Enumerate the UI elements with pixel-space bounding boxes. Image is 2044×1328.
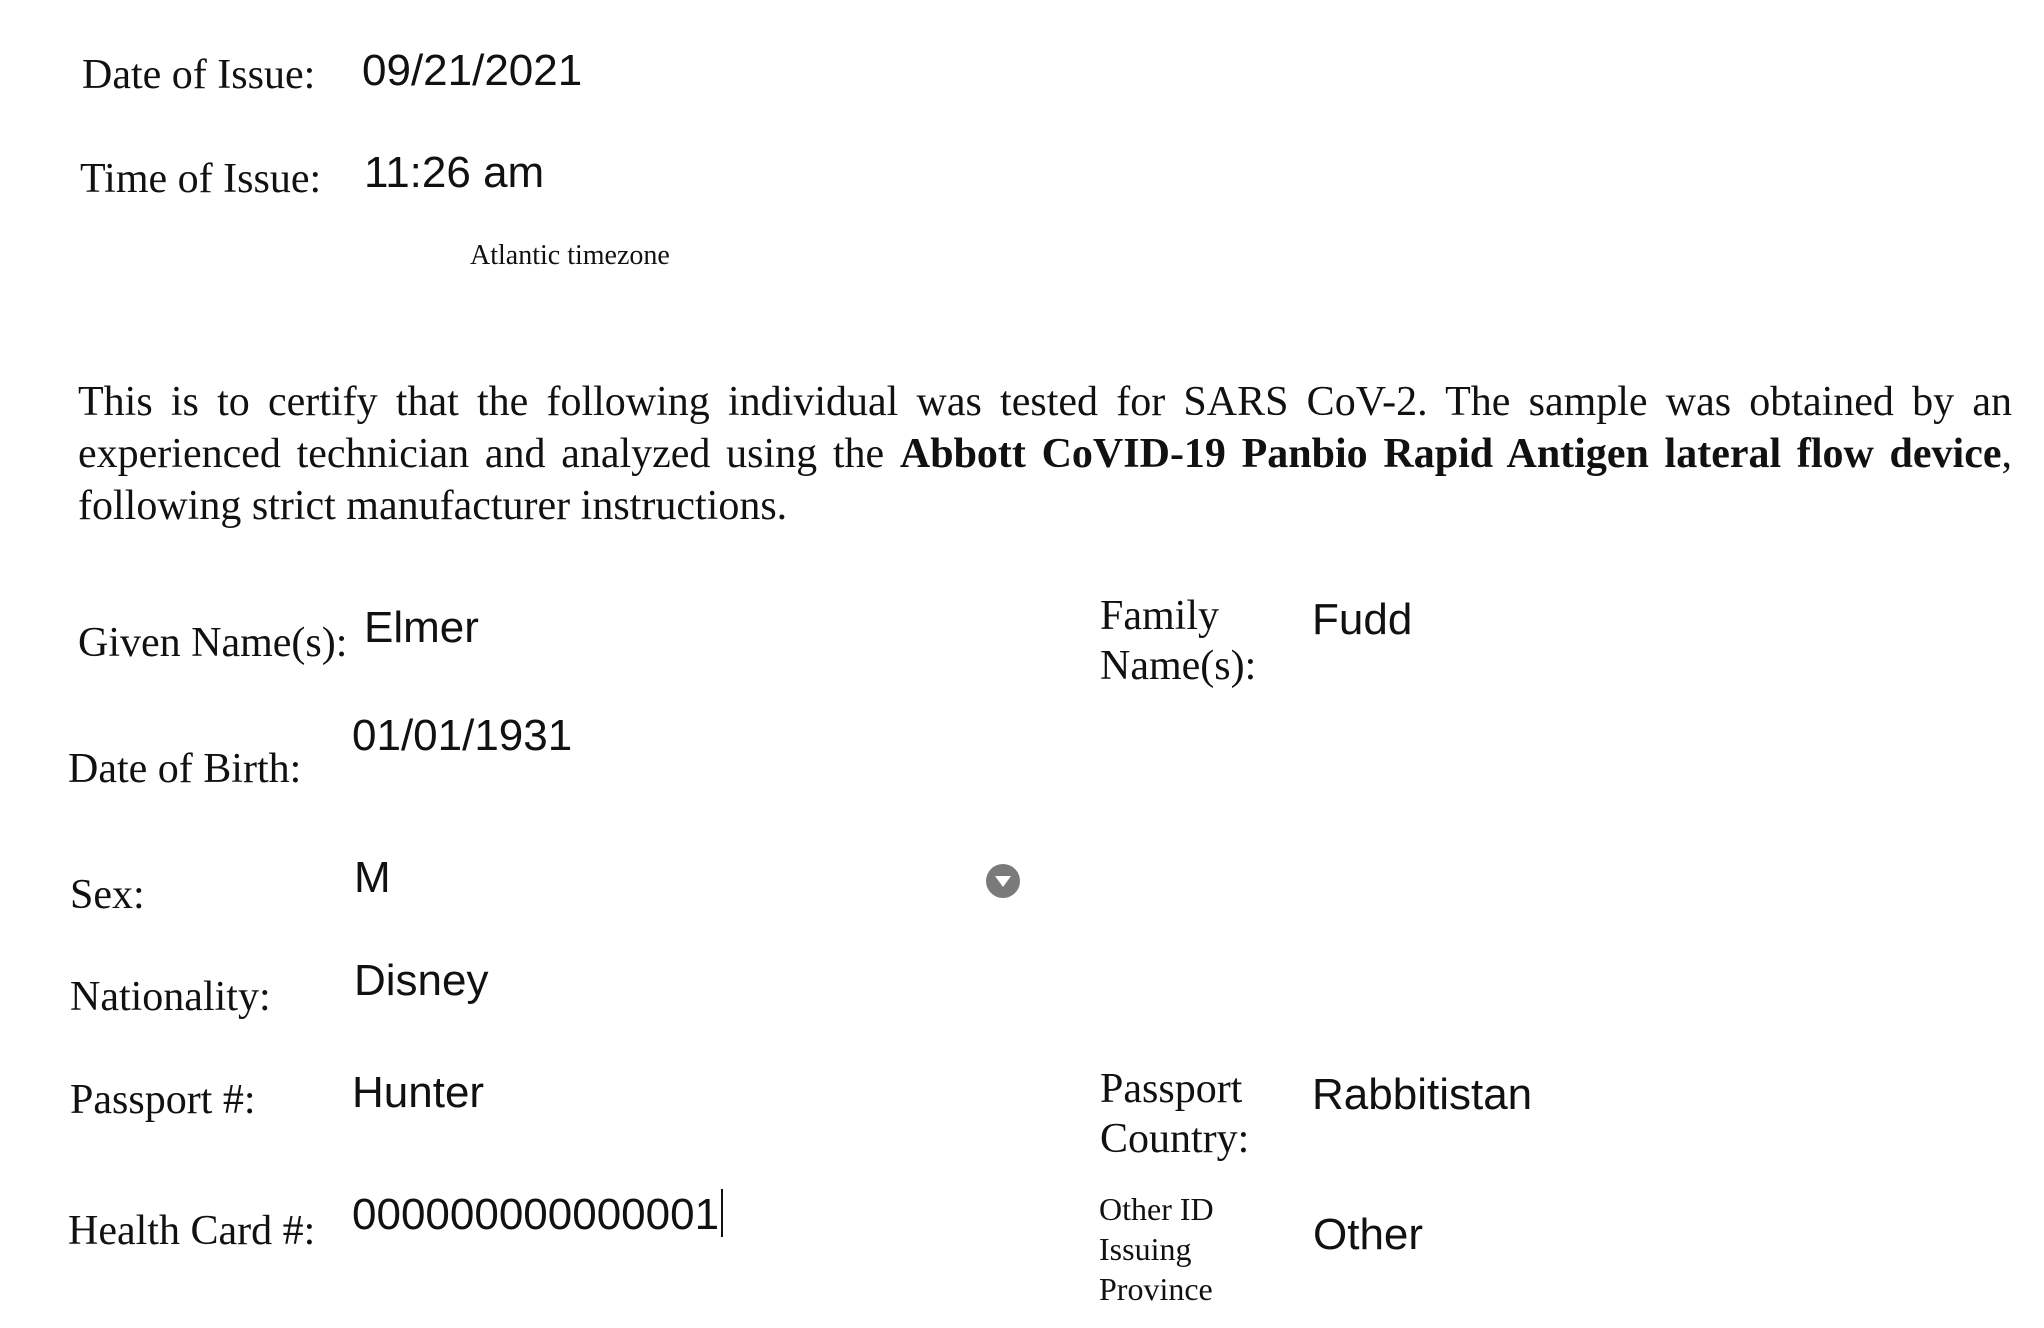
certification-text-after: , following strict manufacturer instructions. <box>78 431 2012 529</box>
nationality-label: Nationality: <box>70 974 271 1020</box>
other-id-label-line3: Province <box>1099 1271 1213 1307</box>
other-id-label-line1: Other ID <box>1099 1191 1214 1227</box>
family-name-label <box>1100 591 1256 691</box>
passport-number-field[interactable]: Hunter <box>352 1068 485 1117</box>
health-card-field[interactable] <box>352 1188 723 1242</box>
test-device-name: Abbott CoVID-19 Panbio Rapid Antigen lateral flow device <box>899 431 2002 477</box>
sex-select[interactable]: M <box>354 853 391 902</box>
family-name-field[interactable]: Fudd <box>1312 595 1413 644</box>
date-of-issue-field[interactable]: 09/21/2021 <box>362 46 583 95</box>
family-name-label-line1: Family <box>1100 593 1220 639</box>
time-of-issue-field[interactable]: 11:26 am <box>364 148 545 197</box>
health-card-label: Health Card #: <box>68 1208 316 1254</box>
chevron-down-circle-icon[interactable] <box>986 864 1020 898</box>
passport-number-label: Passport #: <box>70 1077 256 1123</box>
passport-country-field[interactable]: Rabbitistan <box>1312 1070 1533 1119</box>
health-card-value: 000000000000001 <box>352 1190 720 1239</box>
date-of-issue-label: Date of Issue: <box>82 52 316 98</box>
time-of-issue-label: Time of Issue: <box>80 156 322 202</box>
sex-label: Sex: <box>70 872 145 918</box>
timezone-note: Atlantic timezone <box>470 240 670 271</box>
given-name-field[interactable]: Elmer <box>364 603 479 652</box>
date-of-birth-field[interactable]: 01/01/1931 <box>352 711 573 760</box>
certification-text-before: This is to certify that the following individual was tested for SARS CoV-2. The sample was obtained by an experienced technician and analyzed using the <box>78 379 2012 477</box>
passport-country-label <box>1100 1064 1249 1164</box>
passport-country-label-line1: Passport <box>1100 1066 1243 1112</box>
given-name-label: Given Name(s): <box>78 620 348 666</box>
date-of-birth-label: Date of Birth: <box>68 746 302 792</box>
certification-paragraph <box>78 376 2012 532</box>
other-id-label-line2: Issuing <box>1099 1231 1192 1267</box>
other-id-province-field[interactable]: Other <box>1313 1210 1424 1259</box>
passport-country-label-line2: Country: <box>1100 1116 1250 1162</box>
family-name-label-line2: Name(s): <box>1100 643 1257 689</box>
nationality-field[interactable]: Disney <box>354 956 489 1005</box>
other-id-province-label <box>1099 1189 1214 1309</box>
text-cursor <box>721 1189 723 1237</box>
